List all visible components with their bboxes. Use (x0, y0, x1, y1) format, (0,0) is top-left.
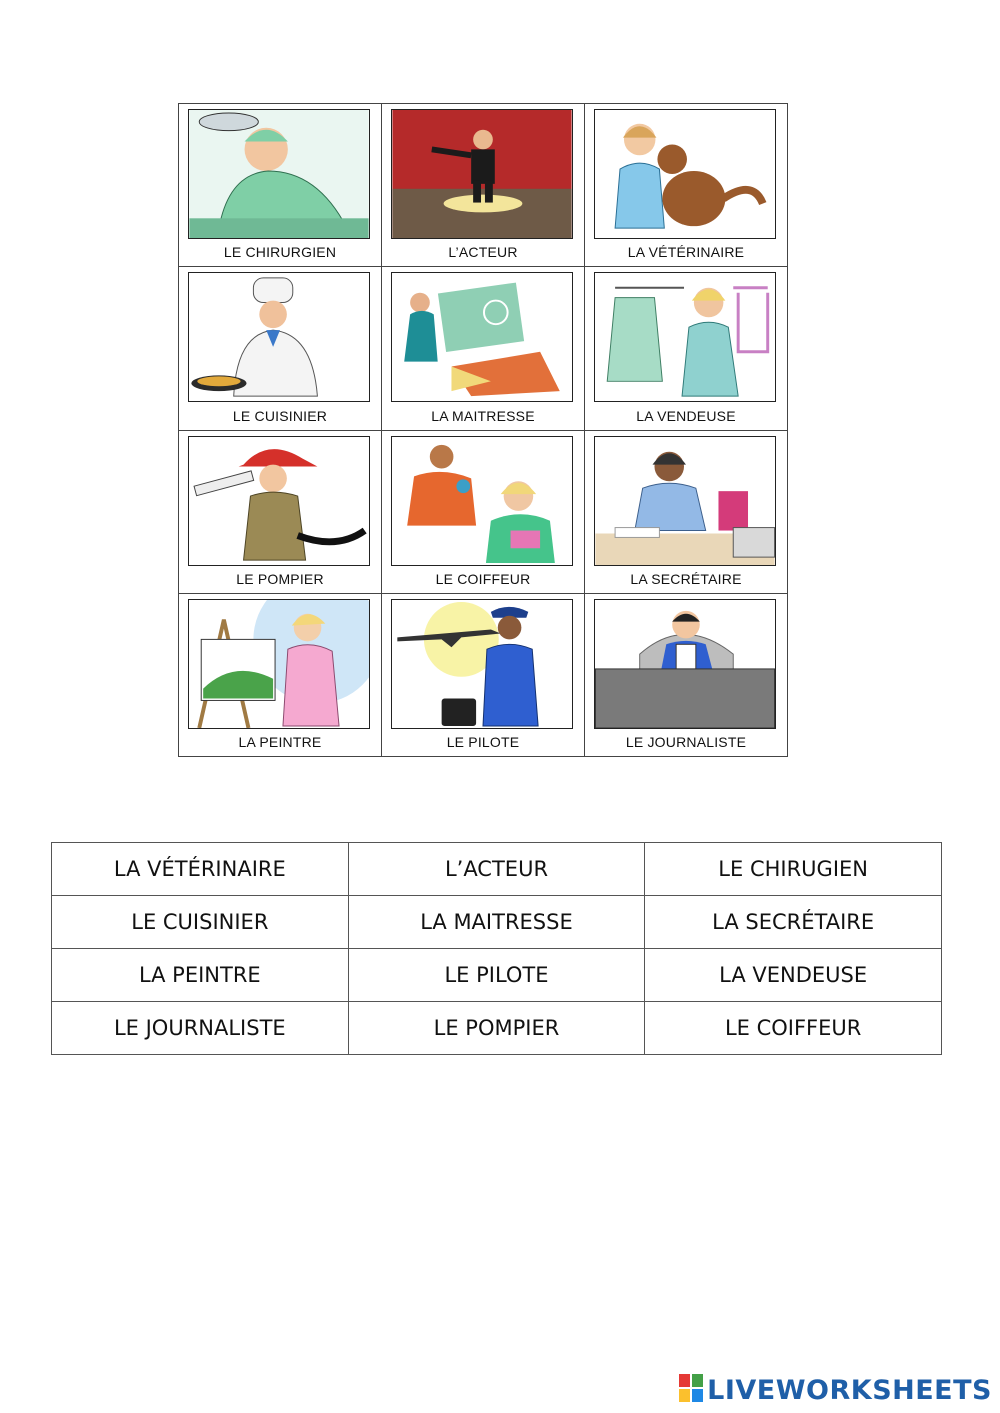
cook-icon (188, 272, 370, 402)
actor-icon (391, 109, 573, 239)
table-row (52, 896, 942, 949)
word-cell: LA VÉTÉRINAIRE (52, 843, 349, 896)
picture-cell (179, 430, 382, 593)
table-row (52, 949, 942, 1002)
logo-text: LIVEWORKSHEETS (707, 1374, 992, 1406)
table-row (52, 843, 942, 896)
word-cell: LE PILOTE (348, 949, 645, 1002)
word-cell: LE POMPIER (348, 1002, 645, 1055)
picture-caption: LA VENDEUSE (636, 407, 736, 424)
firefighter-icon (188, 436, 370, 566)
pilot-icon (391, 599, 573, 729)
journalist-icon (594, 599, 776, 729)
word-table (51, 842, 942, 1055)
picture-cell (585, 267, 788, 430)
picture-cell (585, 430, 788, 593)
word-cell: LE JOURNALISTE (52, 1002, 349, 1055)
picture-cell (585, 593, 788, 756)
picture-caption: LA VÉTÉRINAIRE (627, 244, 745, 261)
word-cell: LE CHIRUGIEN (645, 843, 942, 896)
picture-cell (179, 593, 382, 756)
word-cell: LE COIFFEUR (645, 1002, 942, 1055)
picture-caption: LE CUISINIER (232, 407, 328, 424)
word-cell: LA VENDEUSE (645, 949, 942, 1002)
painter-icon (188, 599, 370, 729)
secretary-icon (594, 436, 776, 566)
picture-cell (382, 593, 585, 756)
picture-cell (382, 430, 585, 593)
word-cell: LE CUISINIER (52, 896, 349, 949)
picture-caption: LA MAITRESSE (431, 407, 535, 424)
picture-caption: LA SECRÉTAIRE (630, 570, 742, 587)
table-row (52, 1002, 942, 1055)
picture-cell (382, 104, 585, 267)
liveworksheets-logo[interactable] (679, 1373, 992, 1407)
picture-cell (179, 104, 382, 267)
veterinarian-icon (594, 109, 776, 239)
picture-caption: LA PEINTRE (238, 734, 322, 750)
picture-caption: LE POMPIER (236, 570, 324, 587)
logo-badge-icon (679, 1374, 703, 1406)
picture-grid (178, 103, 788, 757)
picture-cell (585, 104, 788, 267)
picture-caption: LE CHIRURGIEN (223, 244, 337, 261)
surgeon-icon (188, 109, 370, 239)
picture-caption: LE JOURNALISTE (625, 734, 747, 750)
word-cell: LA MAITRESSE (348, 896, 645, 949)
saleswoman-icon (594, 272, 776, 402)
word-cell: LA SECRÉTAIRE (645, 896, 942, 949)
picture-cell (179, 267, 382, 430)
word-cell: L’ACTEUR (348, 843, 645, 896)
picture-caption: LE PILOTE (446, 734, 520, 750)
picture-caption: L’ACTEUR (448, 244, 518, 261)
hairdresser-icon (391, 436, 573, 566)
picture-cell (382, 267, 585, 430)
teacher-icon (391, 272, 573, 402)
picture-caption: LE COIFFEUR (435, 570, 531, 587)
word-cell: LA PEINTRE (52, 949, 349, 1002)
